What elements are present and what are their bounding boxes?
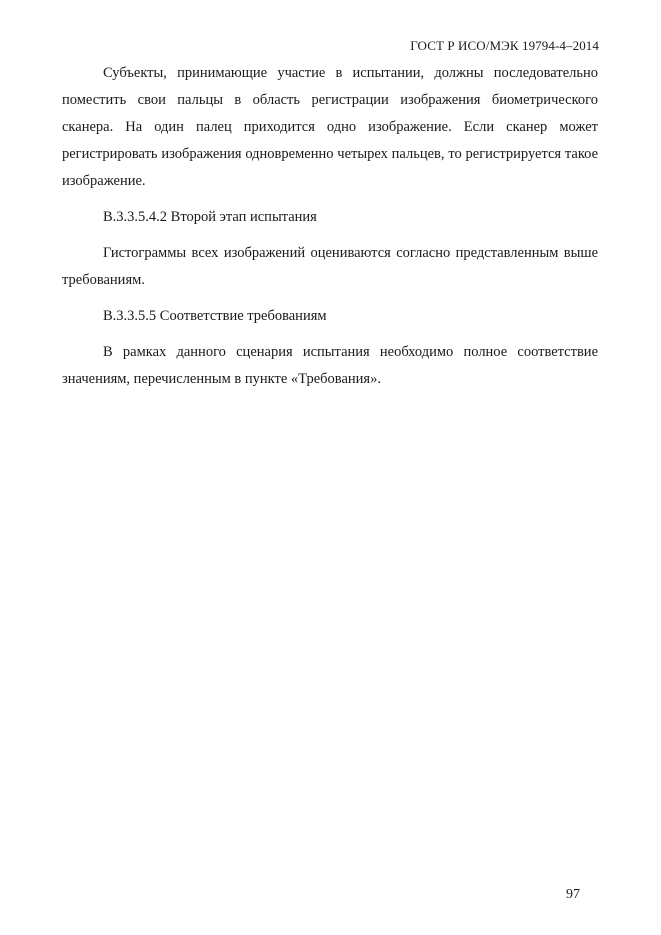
paragraph-compliance-requirement: В рамках данного сценария испытания необходимо полное соответствие значениям, перечисленным в пункте «Требования». (62, 344, 598, 387)
spacer (62, 330, 598, 339)
section-heading-second-stage: B.3.3.5.4.2 Второй этап испытания (103, 209, 317, 225)
paragraph-histograms: Гистограммы всех изображений оцениваются согласно представленным выше требованиям. (62, 245, 598, 288)
paragraph-subjects-procedure: Субъекты, принимающие участие в испытании, должны последовательно поместить свои пальцы в область регистрации изображения биометрического сканера. На один палец приходится одно изображение. Если сканер может регистрировать изображения одновременно четырех пальцев, то регистрируется такое изображение. (62, 65, 598, 189)
document-header: ГОСТ Р ИСО/МЭК 19794-4–2014 (410, 38, 599, 53)
spacer (62, 231, 598, 240)
spacer (62, 294, 598, 303)
document-body (62, 60, 598, 393)
spacer (62, 195, 598, 204)
section-heading-compliance: B.3.3.5.5 Соответствие требованиям (103, 308, 327, 324)
page-number: 97 (566, 887, 580, 902)
